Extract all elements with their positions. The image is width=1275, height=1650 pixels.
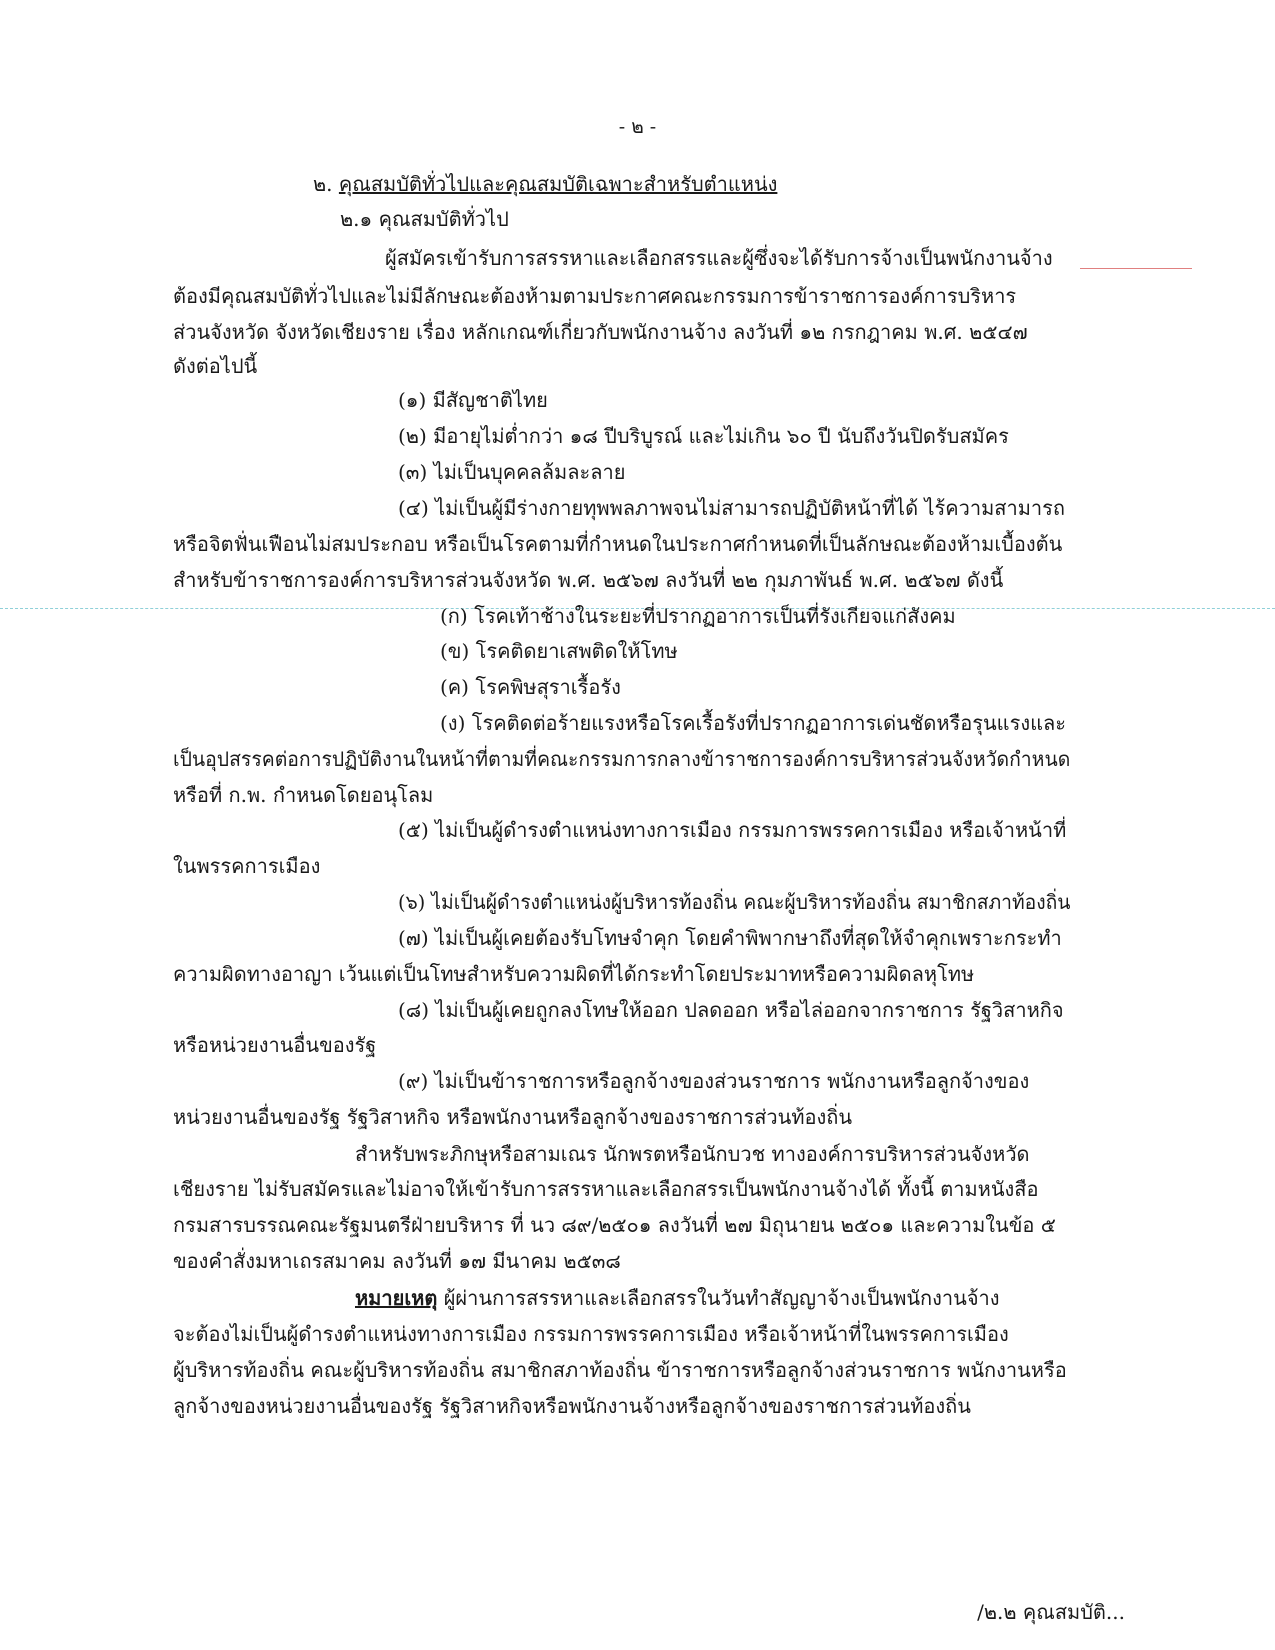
item-1: (๑) มีสัญชาติไทย <box>398 388 548 412</box>
item-4-line: หรือจิตฟั่นเฟือนไม่สมประกอบ หรือเป็นโรคตามที่กำหนดในประกาศกำหนดที่เป็นลักษณะต้องห้ามเบื้องต้น <box>173 532 1063 556</box>
item-4-line: (๔) ไม่เป็นผู้มีร่างกายทุพพลภาพจนไม่สามารถปฏิบัติหน้าที่ได้ ไร้ความสามารถ <box>398 496 1065 520</box>
disease-a: (ก) โรคเท้าช้างในระยะที่ปรากฏอาการเป็นที่รังเกียจแก่สังคม <box>440 604 956 628</box>
disease-b: (ข) โรคติดยาเสพติดให้โทษ <box>440 639 678 663</box>
intro-line: ต้องมีคุณสมบัติทั่วไปและไม่มีลักษณะต้องห้ามตามประกาศคณะกรรมการข้าราชการองค์การบริหาร <box>173 284 1017 308</box>
section-heading <box>313 170 777 198</box>
monk-paragraph-line: สำหรับพระภิกษุหรือสามเณร นักพรตหรือนักบวช ทางองค์การบริหารส่วนจังหวัด <box>355 1142 1030 1166</box>
note-line: ผู้บริหารท้องถิ่น คณะผู้บริหารท้องถิ่น สมาชิกสภาท้องถิ่น ข้าราชการหรือลูกจ้างส่วนราชการ พนักงานหรือ <box>173 1358 1067 1382</box>
intro-line: ผู้สมัครเข้ารับการสรรหาและเลือกสรรและผู้ซึ่งจะได้รับการจ้างเป็นพนักงานจ้าง <box>385 246 1053 270</box>
section-heading-text: คุณสมบัติทั่วไปและคุณสมบัติเฉพาะสำหรับตำแหน่ง <box>338 172 778 196</box>
item-8-line: หรือหน่วยงานอื่นของรัฐ <box>173 1033 377 1057</box>
monk-paragraph-line: ของคำสั่งมหาเถรสมาคม ลงวันที่ ๑๗ มีนาคม ๒๕๓๘ <box>173 1249 621 1273</box>
note-label: หมายเหตุ <box>355 1286 438 1310</box>
monk-paragraph-line: เชียงราย ไม่รับสมัครและไม่อาจให้เข้ารับการสรรหาและเลือกสรรเป็นพนักงานจ้างได้ ทั้งนี้ ตามหนังสือ <box>173 1177 1039 1201</box>
item-9-line: หน่วยงานอื่นของรัฐ รัฐวิสาหกิจ หรือพนักงานหรือลูกจ้างของราชการส่วนท้องถิ่น <box>173 1105 853 1129</box>
page-number: - ๒ - <box>618 116 657 138</box>
disease-d-line: เป็นอุปสรรคต่อการปฏิบัติงานในหน้าที่ตามที่คณะกรรมการกลางข้าราชการองค์การบริหารส่วนจังหวัดกำหนด <box>173 747 1071 771</box>
item-2: (๒) มีอายุไม่ต่ำกว่า ๑๘ ปีบริบูรณ์ และไม่เกิน ๖๐ ปี นับถึงวันปิดรับสมัคร <box>398 424 1009 448</box>
note-line: จะต้องไม่เป็นผู้ดำรงตำแหน่งทางการเมือง กรรมการพรรคการเมือง หรือเจ้าหน้าที่ในพรรคการเมือง <box>173 1322 1009 1346</box>
section-heading-number: ๒. <box>313 172 333 196</box>
item-7-line: ความผิดทางอาญา เว้นแต่เป็นโทษสำหรับความผิดที่ได้กระทำโดยประมาทหรือความผิดลหุโทษ <box>173 962 975 986</box>
note-line: ลูกจ้างของหน่วยงานอื่นของรัฐ รัฐวิสาหกิจหรือพนักงานจ้างหรือลูกจ้างของราชการส่วนท้องถิ่น <box>173 1394 971 1418</box>
subsection-heading: ๒.๑ คุณสมบัติทั่วไป <box>340 207 509 231</box>
note-text: ผู้ผ่านการสรรหาและเลือกสรรในวันทำสัญญาจ้างเป็นพนักงานจ้าง <box>443 1286 1000 1310</box>
disease-c: (ค) โรคพิษสุราเรื้อรัง <box>440 675 621 699</box>
item-6: (๖) ไม่เป็นผู้ดำรงตำแหน่งผู้บริหารท้องถิ่น คณะผู้บริหารท้องถิ่น สมาชิกสภาท้องถิ่น <box>398 890 1071 914</box>
item-5-line: (๕) ไม่เป็นผู้ดำรงตำแหน่งทางการเมือง กรรมการพรรคการเมือง หรือเจ้าหน้าที่ <box>398 818 1067 842</box>
item-3: (๓) ไม่เป็นบุคคลล้มละลาย <box>398 460 626 484</box>
intro-line: ดังต่อไปนี้ <box>173 354 258 378</box>
disease-d-line: (ง) โรคติดต่อร้ายแรงหรือโรคเรื้อรังที่ปรากฏอาการเด่นชัดหรือรุนแรงและ <box>440 711 1066 735</box>
item-4-line: สำหรับข้าราชการองค์การบริหารส่วนจังหวัด พ.ศ. ๒๕๖๗ ลงวันที่ ๒๒ กุมภาพันธ์ พ.ศ. ๒๕๖๗ ดังนี้ <box>173 568 1004 592</box>
continuation-marker: /๒.๒ คุณสมบัติ... <box>977 1600 1125 1624</box>
item-9-line: (๙) ไม่เป็นข้าราชการหรือลูกจ้างของส่วนราชการ พนักงานหรือลูกจ้างของ <box>398 1069 1030 1093</box>
red-mark-line <box>1080 268 1192 269</box>
note-first-line <box>355 1284 1000 1312</box>
intro-line: ส่วนจังหวัด จังหวัดเชียงราย เรื่อง หลักเกณฑ์เกี่ยวกับพนักงานจ้าง ลงวันที่ ๑๒ กรกฎาคม พ.ศ. ๒๕๔๗ <box>173 320 1028 344</box>
item-5-line: ในพรรคการเมือง <box>173 854 321 878</box>
disease-d-line: หรือที่ ก.พ. กำหนดโดยอนุโลม <box>173 783 434 807</box>
item-8-line: (๘) ไม่เป็นผู้เคยถูกลงโทษให้ออก ปลดออก หรือไล่ออกจากราชการ รัฐวิสาหกิจ <box>398 998 1064 1022</box>
item-7-line: (๗) ไม่เป็นผู้เคยต้องรับโทษจำคุก โดยคำพิพากษาถึงที่สุดให้จำคุกเพราะกระทำ <box>398 926 1062 950</box>
monk-paragraph-line: กรมสารบรรณคณะรัฐมนตรีฝ่ายบริหาร ที่ นว ๘๙/๒๕๐๑ ลงวันที่ ๒๗ มิถุนายน ๒๕๐๑ และความในข้อ ๕ <box>173 1213 1056 1237</box>
